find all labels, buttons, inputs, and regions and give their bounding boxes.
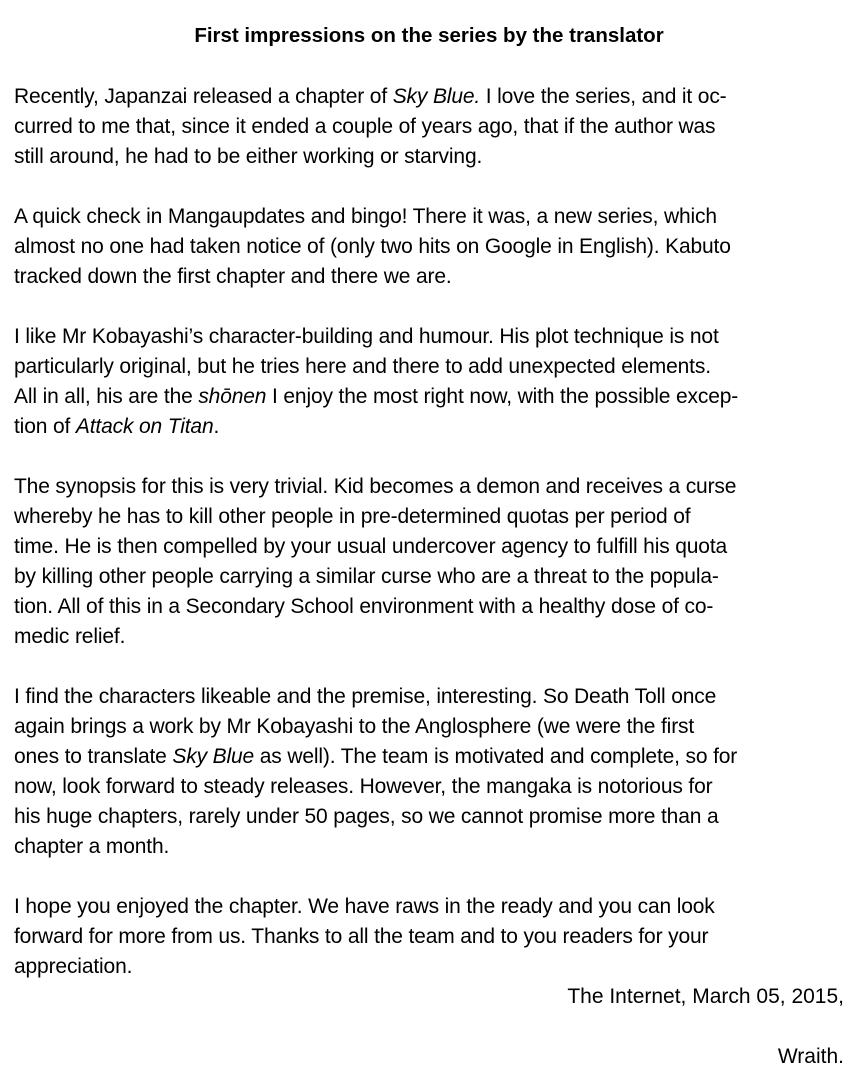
paragraph-line: chapter a month.	[14, 835, 170, 858]
paragraph-line: again brings a work by Mr Kobayashi to the Anglosphere (we were the first	[14, 715, 695, 738]
paragraph-line: I hope you enjoyed the chapter. We have raws in the ready and you can look	[14, 895, 715, 918]
paragraph-line: almost no one had taken notice of (only two hits on Google in English). Kabuto	[14, 235, 731, 258]
place-date-line: The Internet, March 05, 2015,	[567, 985, 844, 1008]
paragraph-line: A quick check in Mangaupdates and bingo! There it was, a new series, which	[14, 205, 717, 228]
paragraph-line: The synopsis for this is very trivial. Kid becomes a demon and receives a curse	[14, 475, 737, 498]
paragraph-line: tion. All of this in a Secondary School environment with a healthy dose of co-	[14, 595, 714, 618]
paragraph-line: ones to translate Sky Blue as well). The team is motivated and complete, so for	[14, 745, 738, 768]
paragraph-4	[14, 472, 844, 652]
paragraph-line: by killing other people carrying a similar curse who are a threat to the popula-	[14, 565, 719, 588]
paragraph-line: time. He is then compelled by your usual undercover agency to fulfill his quota	[14, 535, 728, 558]
paragraph-line: still around, he had to be either working or starving.	[14, 145, 483, 168]
paragraph-line: appreciation.	[14, 955, 133, 978]
paragraph-line: tion of Attack on Titan.	[14, 415, 220, 438]
paragraph-line: particularly original, but he tries here and there to add unexpected elements.	[14, 355, 711, 378]
document-title: First impressions on the series by the translator	[194, 24, 664, 47]
paragraph-2	[14, 202, 844, 292]
paragraph-line: tracked down the first chapter and there we are.	[14, 265, 452, 288]
term-shonen: shōnen	[198, 385, 267, 408]
paragraph-line: forward for more from us. Thanks to all the team and to you readers for your	[14, 925, 709, 948]
paragraph-1	[14, 82, 844, 172]
paragraph-line: All in all, his are the shōnen I enjoy the most right now, with the possible excep-	[14, 385, 739, 408]
paragraph-line: now, look forward to steady releases. However, the mangaka is notorious for	[14, 775, 713, 798]
paragraph-line: I like Mr Kobayashi’s character-building and humour. His plot technique is not	[14, 325, 719, 348]
paragraph-line: I find the characters likeable and the premise, interesting. So Death Toll once	[14, 685, 717, 708]
series-title-sky-blue: Sky Blue.	[392, 85, 481, 108]
paragraph-line: whereby he has to kill other people in pre-determined quotas per period of	[14, 505, 691, 528]
paragraph-5	[14, 682, 844, 862]
paragraph-3	[14, 322, 844, 442]
series-title-sky-blue: Sky Blue	[172, 745, 255, 768]
paragraph-line: his huge chapters, rarely under 50 pages, so we cannot promise more than a	[14, 805, 719, 828]
paragraph-6	[14, 892, 844, 982]
document-page	[14, 22, 844, 1072]
paragraph-line: medic relief.	[14, 625, 126, 648]
signature: Wraith.	[777, 1045, 844, 1068]
series-title-attack-on-titan: Attack on Titan	[75, 415, 214, 438]
paragraph-line: Recently, Japanzai released a chapter of Sky Blue. I love the series, and it oc-	[14, 85, 727, 108]
paragraph-line: curred to me that, since it ended a couple of years ago, that if the author was	[14, 115, 716, 138]
